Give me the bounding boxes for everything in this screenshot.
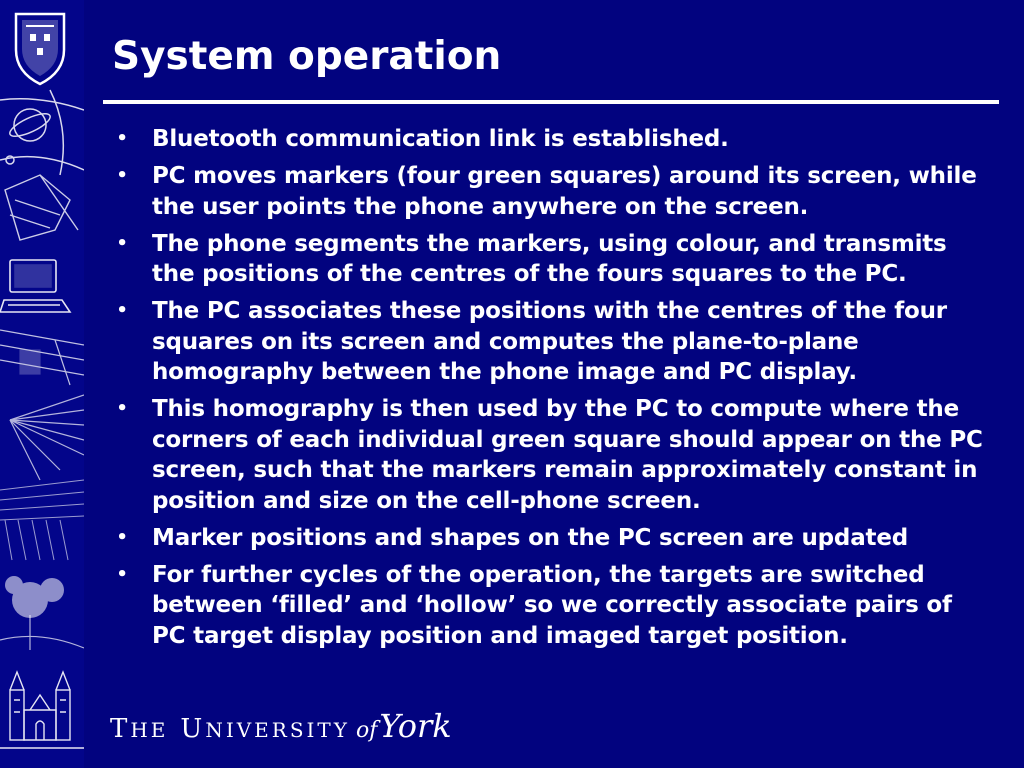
bullet-text: For further cycles of the operation, the targets are switched between ‘filled’ and ‘hollow’ so we correctly associate pairs of PC target display position and imaged target position. bbox=[152, 561, 952, 649]
bullet-item bbox=[112, 161, 992, 222]
bullet-item bbox=[112, 523, 992, 554]
slide-title: System operation bbox=[112, 34, 502, 79]
bullet-item bbox=[112, 229, 992, 290]
bullet-icon: • bbox=[116, 300, 128, 321]
bullet-icon: • bbox=[116, 165, 128, 186]
logo-the: THE bbox=[110, 714, 169, 744]
university-logo bbox=[110, 707, 452, 751]
bullet-text: Marker positions and shapes on the PC screen are updated bbox=[152, 524, 908, 551]
bullet-text: PC moves markers (four green squares) around its screen, while the user points the phone anywhere on the screen. bbox=[152, 163, 977, 220]
decorative-collage-icon bbox=[0, 0, 84, 768]
bullet-item bbox=[112, 296, 992, 388]
bullet-text: This homography is then used by the PC to compute where the corners of each individual green square should appear on the PC screen, such that the markers remain approximately constant in position and size on the cell-phone screen. bbox=[152, 396, 983, 514]
bullet-text: The phone segments the markers, using colour, and transmits the positions of the centres of the fours squares to the PC. bbox=[152, 230, 947, 287]
bullet-icon: • bbox=[116, 563, 128, 585]
bullet-item bbox=[112, 560, 992, 652]
bullet-text: Bluetooth communication link is established. bbox=[152, 126, 729, 152]
bullet-icon: • bbox=[116, 128, 128, 149]
logo-of: of bbox=[355, 718, 378, 743]
bullet-icon: • bbox=[116, 398, 128, 419]
decorative-side-strip bbox=[0, 0, 84, 768]
title-divider bbox=[103, 100, 999, 104]
logo-university: UNIVERSITY bbox=[180, 714, 350, 744]
bullet-list bbox=[112, 124, 992, 658]
bullet-item bbox=[112, 394, 992, 516]
bullet-icon: • bbox=[116, 232, 128, 254]
university-crest-icon bbox=[16, 14, 64, 84]
bullet-icon: • bbox=[116, 526, 128, 548]
logo-york: York bbox=[379, 707, 452, 745]
bullet-item bbox=[112, 124, 992, 155]
bullet-text: The PC associates these positions with the centres of the four squares on its screen and computes the plane-to-plane homography between the phone image and PC display. bbox=[152, 298, 947, 385]
